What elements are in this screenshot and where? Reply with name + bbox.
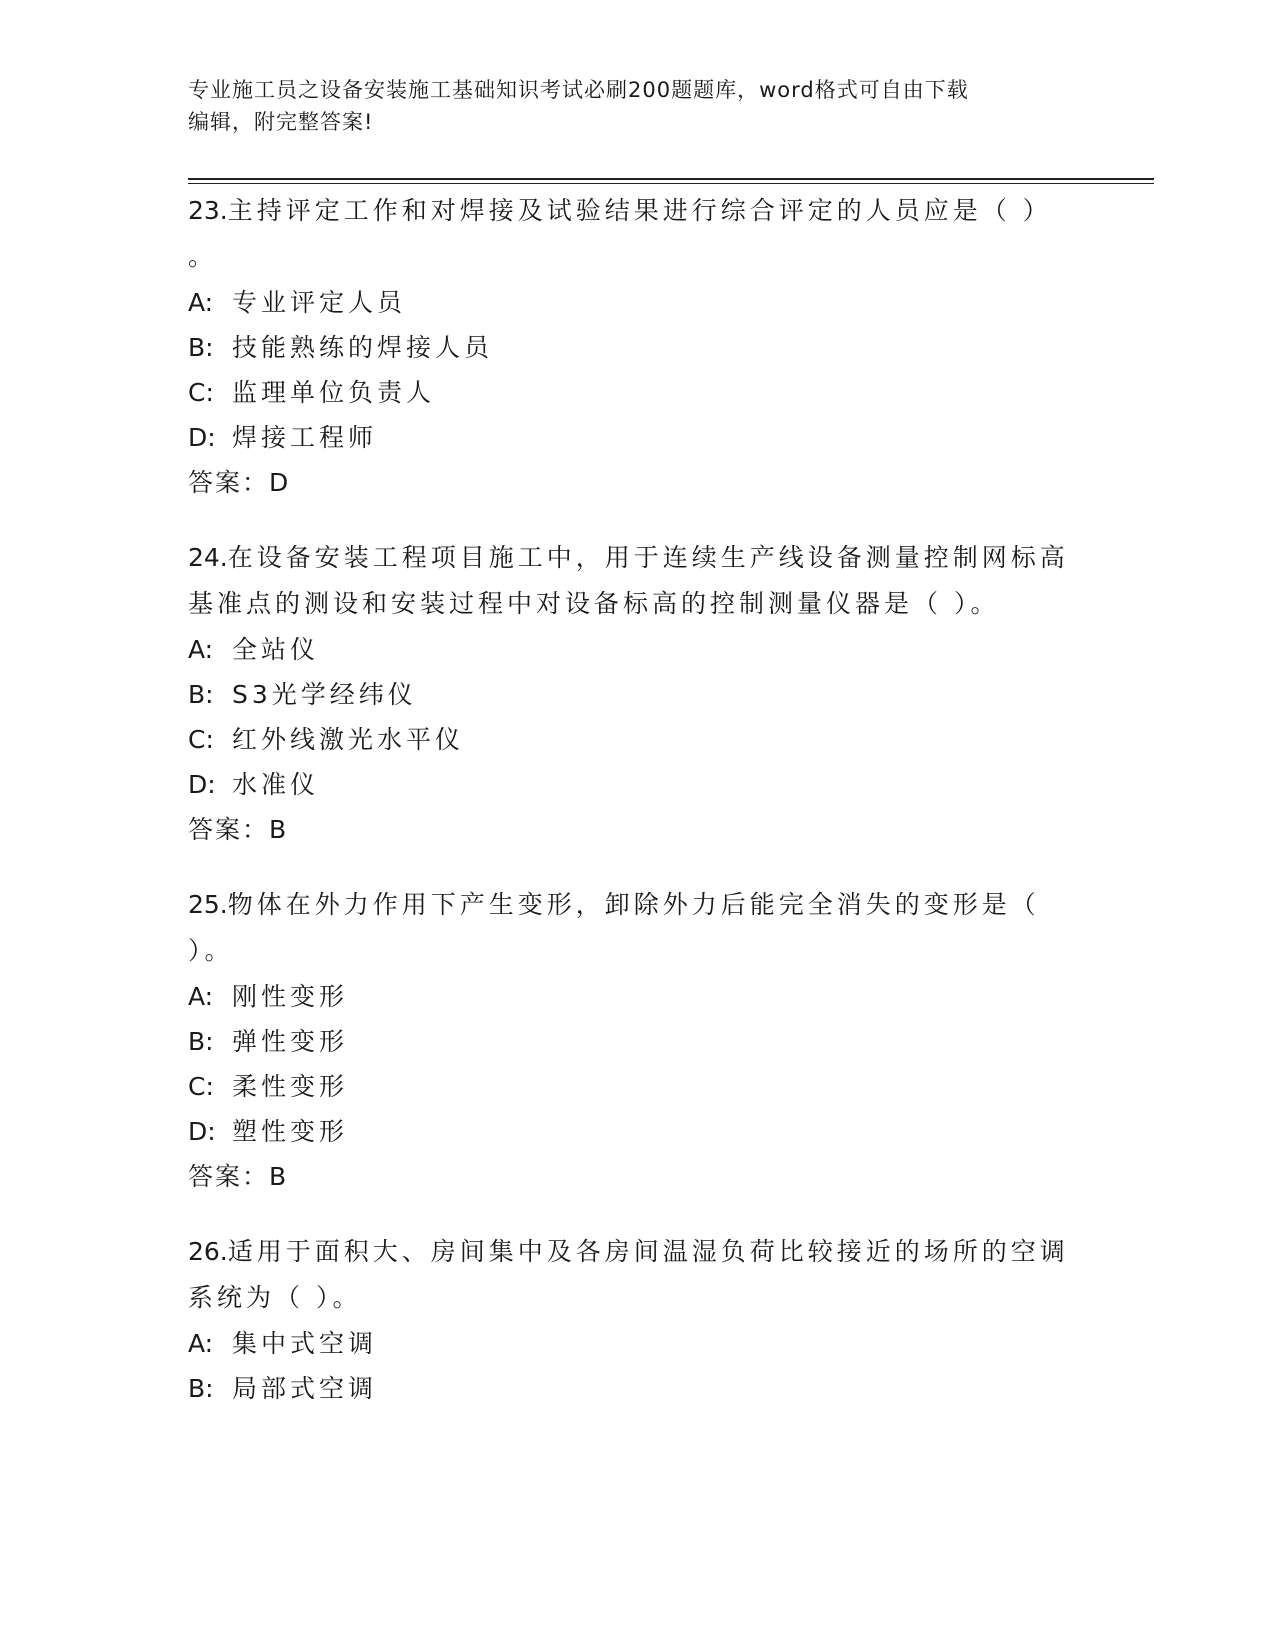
option-text: 局部式空调 [232, 1374, 378, 1403]
header-divider-thin [188, 183, 1154, 184]
answer-line: 答案：D [188, 468, 291, 497]
question-text [188, 188, 1088, 234]
option-letter: D: [188, 770, 216, 799]
option-letter: D: [188, 423, 216, 452]
question-text-continued: 。 [188, 242, 218, 271]
header-title-line1: 专业施工员之设备安装施工基础知识考试必刷200题题库，word格式可自由下载 [188, 78, 969, 102]
question-text-continued: 基准点的测设和安装过程中对设备标高的控制测量仪器是（ ）。 [188, 589, 1000, 618]
option-text: 红外线激光水平仪 [232, 725, 465, 754]
option-text: 技能熟练的焊接人员 [232, 333, 494, 362]
question-25 [188, 882, 1088, 1199]
option-letter: A: [188, 982, 214, 1011]
option-text: 专业评定人员 [232, 288, 407, 317]
question-number: 25. [188, 890, 228, 919]
option-text: 刚性变形 [232, 982, 349, 1011]
question-number: 24. [188, 543, 228, 572]
option-b [188, 672, 1088, 717]
option-letter: B: [188, 1027, 214, 1056]
header-divider-thick [188, 178, 1154, 180]
question-stem: 主持评定工作和对焊接及试验结果进行综合评定的人员应是（ ） [227, 196, 1052, 225]
option-letter: A: [188, 635, 214, 664]
option-letter: C: [188, 725, 214, 754]
option-text: 集中式空调 [232, 1329, 378, 1358]
option-c [188, 370, 1088, 415]
option-letter: C: [188, 1072, 214, 1101]
option-letter: B: [188, 1374, 214, 1403]
question-text-continued: 系统为（ ）。 [188, 1283, 362, 1312]
option-letter: D: [188, 1117, 216, 1146]
option-b [188, 1366, 1088, 1411]
question-text [188, 882, 1088, 928]
option-text: S3光学经纬仪 [232, 680, 417, 709]
option-letter: B: [188, 680, 214, 709]
header-title-line2: 编辑，附完整答案! [188, 110, 374, 134]
option-text: 弹性变形 [232, 1027, 349, 1056]
option-b [188, 325, 1088, 370]
question-text [188, 535, 1088, 581]
question-stem: 物体在外力作用下产生变形，卸除外力后能完全消失的变形是（ [227, 890, 1040, 919]
question-23 [188, 188, 1088, 505]
option-letter: C: [188, 378, 214, 407]
option-d [188, 1109, 1088, 1154]
option-text: 全站仪 [232, 635, 320, 664]
question-text-continued: ）。 [188, 936, 234, 965]
option-a [188, 1321, 1088, 1366]
option-d [188, 762, 1088, 807]
option-text: 水准仪 [232, 770, 320, 799]
question-number: 23. [188, 196, 228, 225]
option-b [188, 1019, 1088, 1064]
option-a [188, 627, 1088, 672]
option-letter: B: [188, 333, 214, 362]
option-c [188, 717, 1088, 762]
option-letter: A: [188, 1329, 214, 1358]
question-stem: 在设备安装工程项目施工中，用于连续生产线设备测量控制网标高 [227, 543, 1069, 572]
answer-line: 答案：B [188, 1162, 289, 1191]
question-24 [188, 535, 1088, 852]
question-number: 26. [188, 1237, 228, 1266]
question-stem: 适用于面积大、房间集中及各房间温湿负荷比较接近的场所的空调 [227, 1237, 1069, 1266]
option-a [188, 974, 1088, 1019]
question-text [188, 1229, 1088, 1275]
question-26 [188, 1229, 1088, 1411]
option-text: 监理单位负责人 [232, 378, 436, 407]
question-list [188, 188, 1088, 1441]
page-header [188, 74, 1068, 138]
option-d [188, 415, 1088, 460]
option-text: 塑性变形 [232, 1117, 349, 1146]
option-text: 焊接工程师 [232, 423, 378, 452]
answer-line: 答案：B [188, 815, 289, 844]
option-text: 柔性变形 [232, 1072, 349, 1101]
option-a [188, 280, 1088, 325]
option-c [188, 1064, 1088, 1109]
option-letter: A: [188, 288, 214, 317]
